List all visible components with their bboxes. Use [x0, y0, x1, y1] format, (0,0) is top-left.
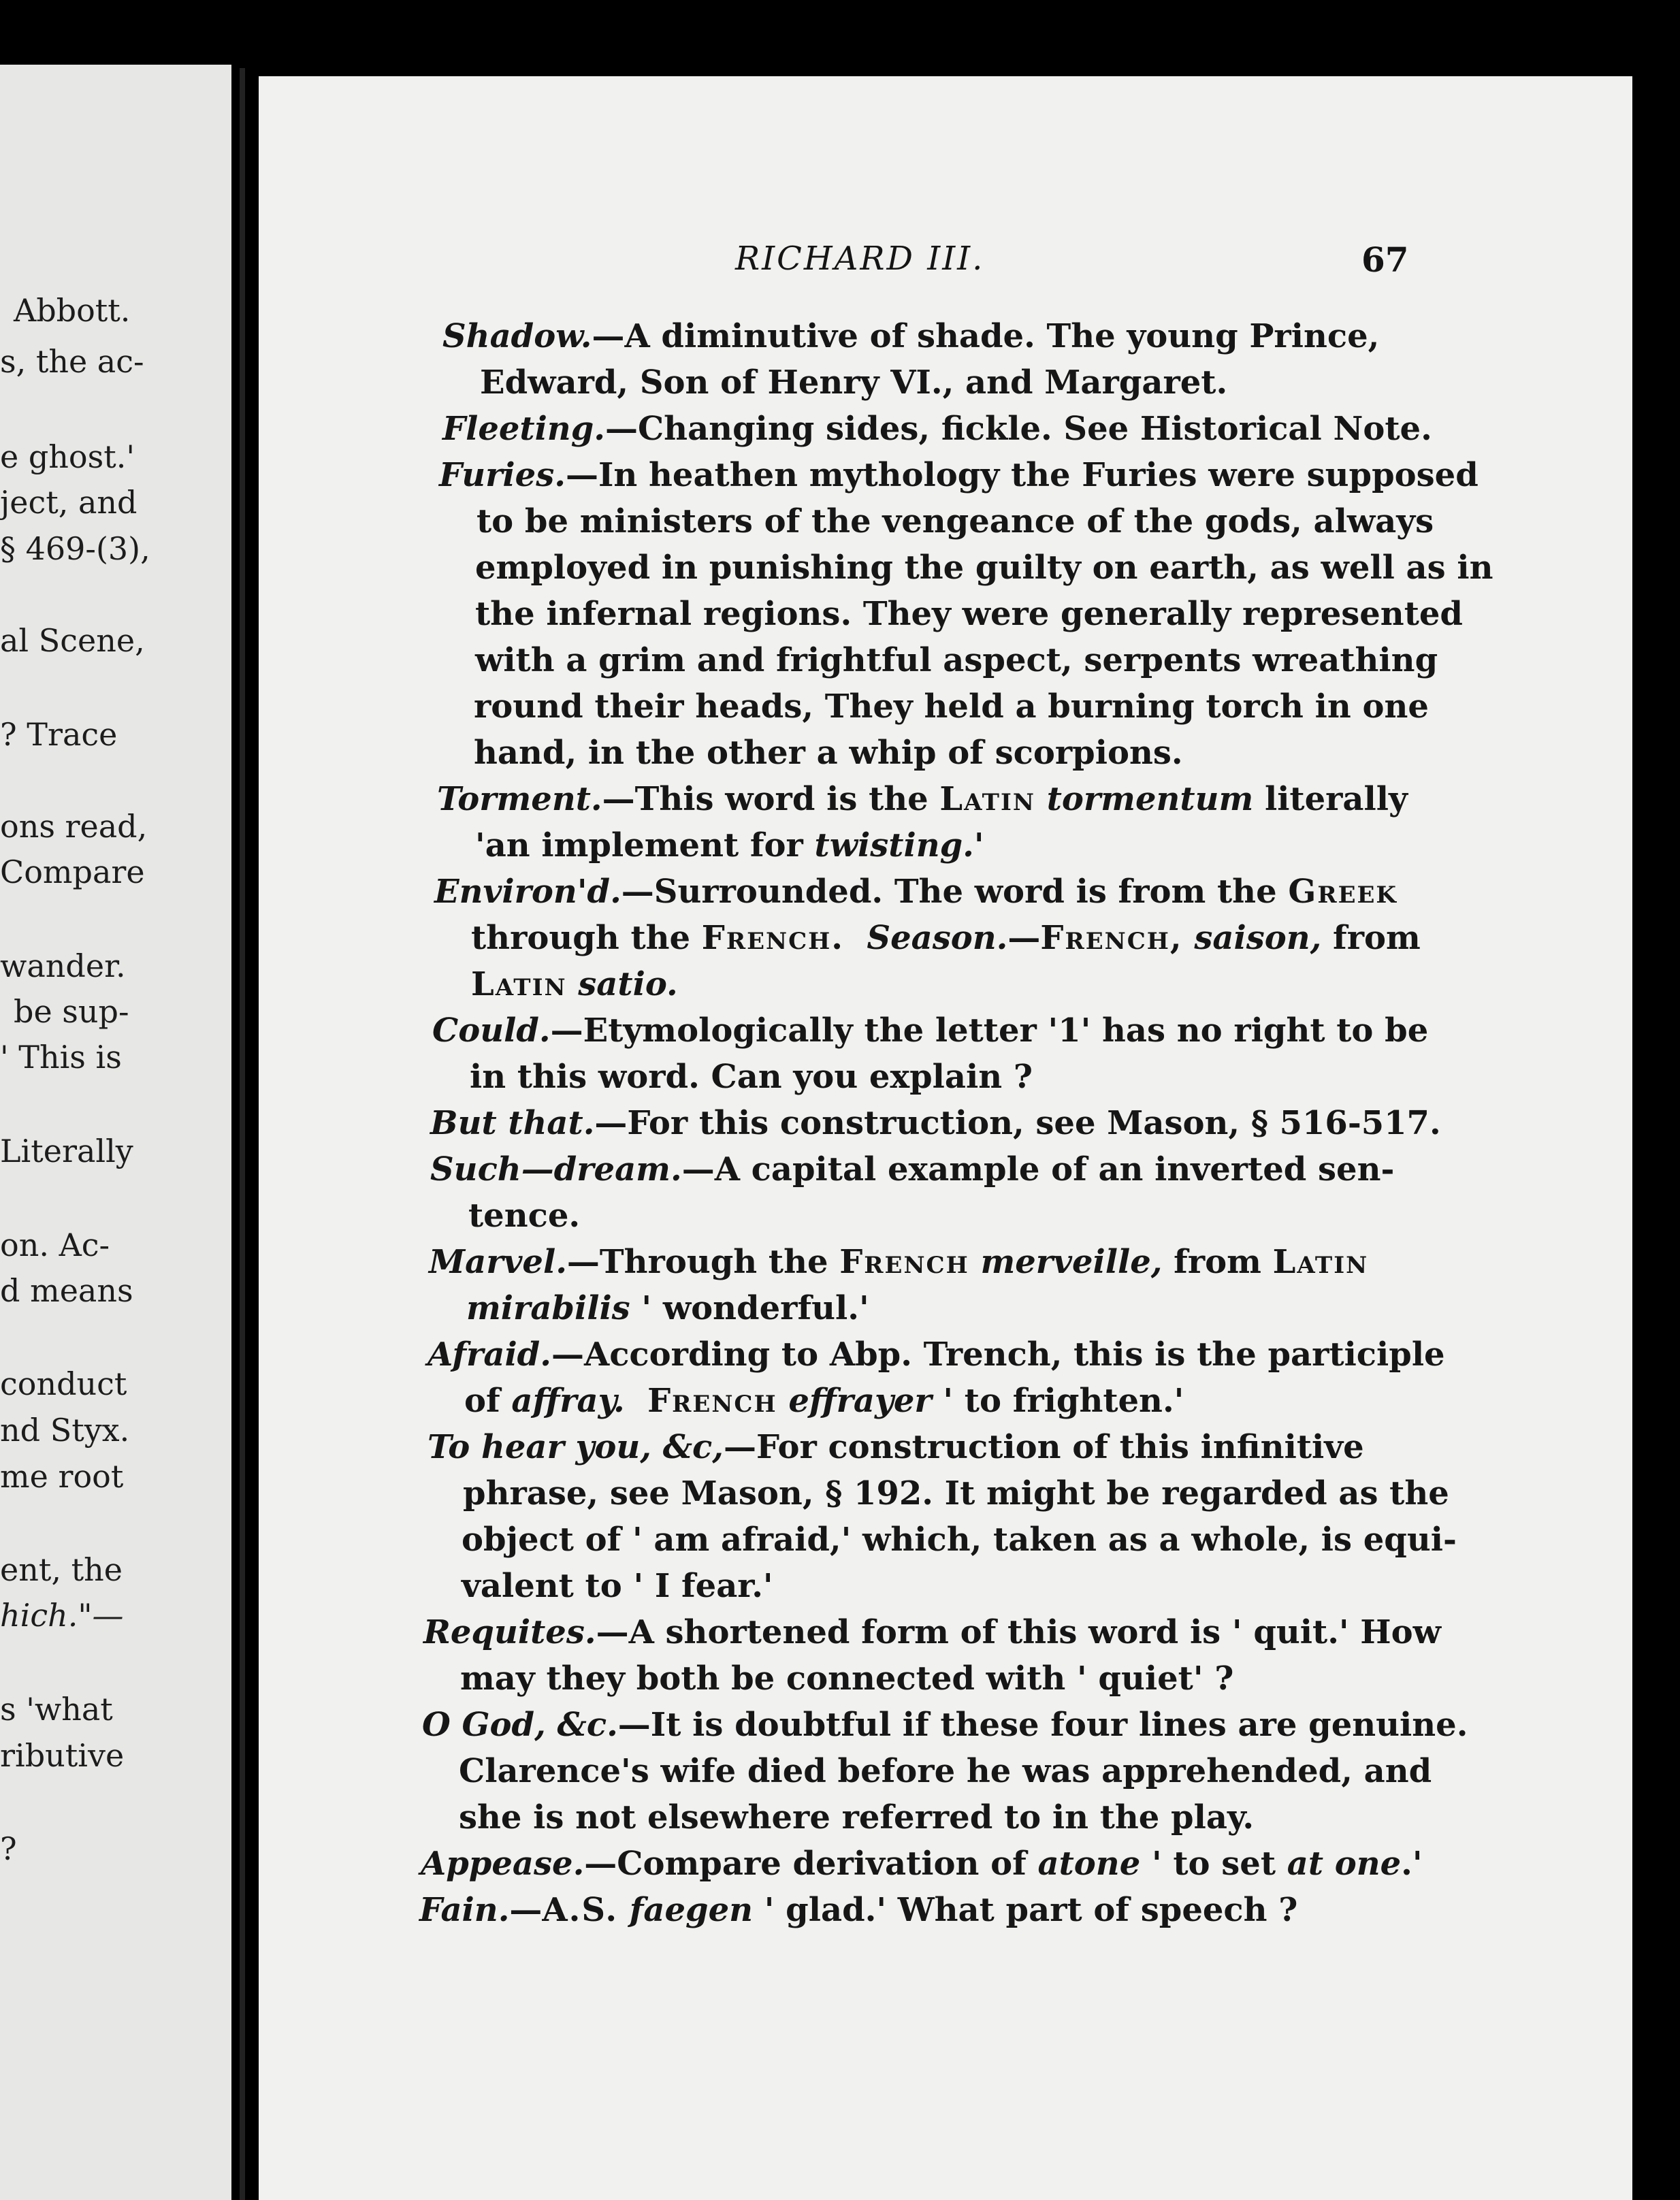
note-text: —Compare derivation of — [584, 1845, 1038, 1883]
note-headword: Could. — [432, 1012, 551, 1050]
note-o-god-line-3: she is not elsewhere referred to in the play. — [459, 1798, 1255, 1837]
left-fragment-line: e ghost.' — [0, 438, 135, 475]
note-marvel-line-1 — [429, 1242, 1368, 1282]
left-fragment-line: ent, the — [0, 1551, 123, 1588]
left-fragment-line: be sup- — [14, 993, 129, 1030]
note-furies-line-6: round their heads, They held a burning torch in one — [474, 688, 1429, 726]
note-headword: Requites. — [423, 1613, 596, 1651]
left-fragment-line: conduct — [0, 1365, 127, 1402]
note-furies-line-2: to be ministers of the vengeance of the gods, always — [476, 502, 1434, 540]
note-text: —A capital example of an inverted sen- — [681, 1150, 1395, 1188]
note-shadow-line-2: Edward, Son of Henry VI., and Margaret. — [480, 363, 1228, 402]
note-torment-line-2 — [475, 825, 984, 866]
etymon: at one — [1287, 1845, 1402, 1883]
gutter-rule — [240, 68, 245, 2200]
note-furies-line-4: the infernal regions. They were generally represented — [475, 595, 1463, 633]
note-environd-line-1 — [434, 871, 1398, 912]
glossary-notes — [259, 76, 1632, 2200]
left-fragment-line: on. Ac- — [0, 1227, 110, 1263]
left-fragment-line: Abbott. — [14, 292, 131, 329]
note-text: ' to frighten.' — [931, 1382, 1184, 1420]
note-text: from — [1162, 1243, 1273, 1281]
note-headword: Shadow. — [442, 317, 592, 355]
note-text: ' — [973, 826, 984, 864]
note-text: — — [1007, 919, 1041, 957]
language-label: Latin — [939, 780, 1035, 818]
left-fragment-line: hich."— — [0, 1597, 124, 1634]
note-could-line-1 — [432, 1010, 1428, 1051]
note-headword: Fleeting. — [442, 410, 605, 448]
note-requites-line-2: may they both be connected with ' quiet' ? — [460, 1660, 1234, 1698]
note-afraid-line-1 — [427, 1334, 1445, 1375]
left-fragment-line: nd Styx. — [0, 1412, 130, 1449]
note-text: —A diminutive of shade. The young Prince, — [592, 317, 1380, 355]
language-label: French. — [701, 919, 844, 957]
note-text: — — [509, 1891, 543, 1929]
right-page — [259, 76, 1632, 2200]
note-to-hear-you-line-2: phrase, see Mason, § 192. It might be regarded as the — [463, 1474, 1449, 1512]
note-torment-line-1 — [437, 779, 1408, 820]
language-label: A.S. — [542, 1891, 619, 1929]
note-headword: Marvel. — [429, 1243, 567, 1281]
language-label: Greek — [1288, 873, 1398, 911]
note-text: of — [464, 1382, 512, 1420]
left-fragment-line: me root — [0, 1458, 124, 1495]
note-fain-line-1 — [419, 1890, 1297, 1930]
note-shadow-line-1 — [442, 316, 1379, 357]
language-label: Latin — [1272, 1243, 1369, 1281]
left-fragment-line: s, the ac- — [0, 343, 144, 380]
left-fragment-line: ' This is — [0, 1039, 122, 1075]
scan-border — [1632, 76, 1680, 2200]
note-text: ' glad.' What part of speech ? — [753, 1891, 1298, 1929]
note-furies-line-7: hand, in the other a whip of scorpions. — [474, 734, 1183, 772]
note-headword: Torment. — [437, 780, 602, 818]
left-fragment-line: ributive — [0, 1737, 125, 1774]
etymon: saison, — [1194, 919, 1322, 957]
etymon: twisting. — [814, 826, 974, 864]
note-to-hear-you-line-4: valent to ' I fear.' — [462, 1567, 773, 1605]
etymon: faegen — [629, 1891, 754, 1929]
etymon: effrayer — [788, 1382, 932, 1420]
note-furies-line-3: employed in punishing the guilty on earth, as well as in — [475, 549, 1493, 587]
left-fragment-line: ? Trace — [0, 716, 118, 753]
etymon: affray. — [511, 1382, 625, 1420]
left-fragment-line: s 'what — [0, 1691, 113, 1728]
running-title: RICHARD III. — [735, 240, 985, 278]
language-label: French, — [1040, 919, 1183, 957]
etymon: tormentum — [1046, 780, 1254, 818]
note-text: from — [1321, 919, 1421, 957]
etymon: satio. — [578, 965, 678, 1003]
note-afraid-line-2 — [464, 1380, 1184, 1421]
etymon: atone — [1037, 1845, 1141, 1883]
note-text: —A shortened form of this word is ' quit.' How — [596, 1613, 1441, 1651]
note-text: —This word is the — [602, 780, 940, 818]
note-o-god-line-1 — [422, 1704, 1468, 1745]
left-fragment-line: wander. — [0, 948, 126, 984]
note-headword: Afraid. — [427, 1336, 551, 1374]
note-text: —Through the — [566, 1243, 840, 1281]
note-text: —It is doubtful if these four lines are genuine. — [617, 1706, 1468, 1744]
left-page-fragment — [0, 65, 231, 2200]
note-fleeting-line-1 — [442, 408, 1432, 449]
note-could-line-2: in this word. Can you explain ? — [470, 1058, 1033, 1096]
left-fragment-line: d means — [0, 1272, 133, 1309]
book-gutter — [231, 65, 259, 2200]
note-requites-line-1 — [423, 1612, 1441, 1653]
note-text: literally — [1253, 780, 1408, 818]
note-environd-line-3 — [471, 964, 678, 1005]
note-but-that-line-1 — [430, 1103, 1441, 1144]
note-headword: O God, &c. — [422, 1706, 618, 1744]
note-text: —Surrounded. The word is from the — [621, 873, 1289, 911]
note-to-hear-you-line-3: object of ' am afraid,' which, taken as a whole, is equi- — [462, 1521, 1457, 1559]
note-text: —Etymologically the letter '1' has no right to be — [550, 1012, 1429, 1050]
note-headword: Season. — [867, 919, 1008, 957]
note-headword: Furies. — [439, 456, 566, 494]
left-fragment-line: Literally — [0, 1133, 133, 1169]
note-environd-line-2 — [471, 918, 1421, 958]
note-headword: Such—dream. — [430, 1150, 682, 1188]
left-fragment-line: ons read, — [0, 808, 148, 845]
left-fragment-line: Compare — [0, 854, 145, 890]
note-appease-line-1 — [421, 1843, 1423, 1884]
note-such-dream-line-2: tence. — [468, 1197, 581, 1235]
note-text: —In heathen mythology the Furies were supposed — [565, 456, 1479, 494]
note-headword: Appease. — [421, 1845, 585, 1883]
note-headword: To hear you, &c, — [427, 1428, 724, 1466]
left-fragment-line: § 469-(3), — [0, 530, 150, 567]
note-text: —Changing sides, fickle. See Historical Note. — [604, 410, 1432, 448]
etymon: mirabilis — [466, 1289, 630, 1327]
language-label: French — [647, 1382, 777, 1420]
language-label: French — [839, 1243, 969, 1281]
note-text: 'an implement for — [475, 826, 815, 864]
etymon: merveille, — [980, 1243, 1163, 1281]
note-text: ' wonderful.' — [630, 1289, 869, 1327]
note-text: ' to set — [1140, 1845, 1287, 1883]
note-to-hear-you-line-1 — [427, 1427, 1364, 1468]
left-fragment-line: al Scene, — [0, 622, 145, 659]
note-marvel-line-2 — [466, 1288, 869, 1329]
language-label: Latin — [471, 965, 567, 1003]
note-text: —For this construction, see Mason, § 516-517. — [594, 1104, 1441, 1142]
note-text: .' — [1401, 1845, 1423, 1883]
note-headword: But that. — [430, 1104, 595, 1142]
note-o-god-line-2: Clarence's wife died before he was apprehended, and — [459, 1752, 1432, 1790]
page-number: 67 — [1361, 240, 1409, 280]
left-fragment-line: ? — [0, 1830, 17, 1867]
note-headword: Environ'd. — [434, 873, 621, 911]
note-furies-line-1 — [439, 455, 1479, 496]
note-furies-line-5: with a grim and frightful aspect, serpents wreathing — [475, 641, 1438, 679]
note-text: —According to Abp. Trench, this is the participle — [551, 1336, 1445, 1374]
note-text: through the — [471, 919, 702, 957]
note-headword: Fain. — [419, 1891, 510, 1929]
left-fragment-line: ject, and — [0, 484, 138, 521]
note-text: —For construction of this infinitive — [723, 1428, 1364, 1466]
note-such-dream-line-1 — [430, 1149, 1394, 1190]
